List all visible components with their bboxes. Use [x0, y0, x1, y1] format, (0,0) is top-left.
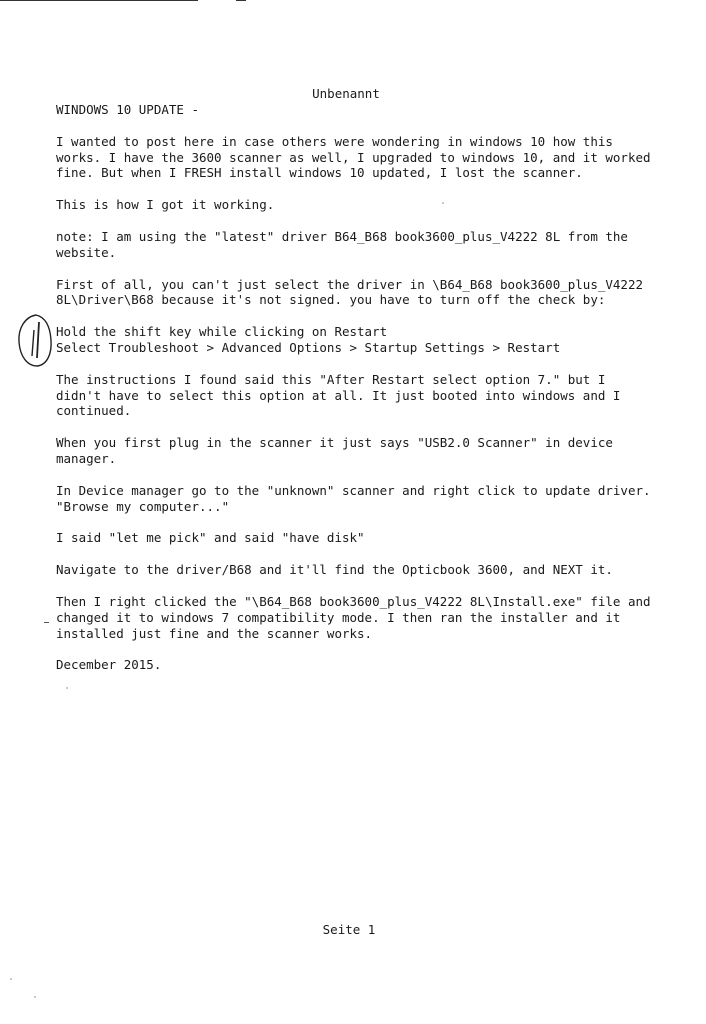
- paragraph-restart-steps: Hold the shift key while clicking on Restart Select Troubleshoot > Advanced Options > Startup Settings > Restart: [56, 324, 561, 355]
- scan-speck: [442, 202, 444, 204]
- paragraph-intro: I wanted to post here in case others were wondering in windows 10 how this works. I have the 3600 scanner as well, I upgraded to windows 10, and it worked fine. But when I FRESH install windows 10 updated, I lost the scanner.: [56, 133, 651, 181]
- paragraph-heading: WINDOWS 10 UPDATE -: [56, 102, 199, 117]
- paragraph-plug-in: When you first plug in the scanner it just says "USB2.0 Scanner" in device manager.: [56, 435, 613, 466]
- page-title: Unbenannt: [312, 86, 380, 101]
- paragraph-date: December 2015.: [56, 657, 162, 673]
- paragraph-note: note: I am using the "latest" driver B64_B68 book3600_plus_V4222 8L from the website.: [56, 228, 628, 260]
- paragraph-first-of-all: First of all, you can't just select the driver in \B64_B68 book3600_plus_V4222 8L\Driver\B68 because it's not signed. you have to turn off the check by:: [56, 276, 643, 308]
- paragraph-compatibility: Then I right clicked the "\B64_B68 book3600_plus_V4222 8L\Install.exe" file and changed it to windows 7 compatibility mode. I then ran the installer and it installed just fine and the scanner works.: [56, 593, 651, 641]
- scan-speck: [34, 996, 36, 998]
- document-body: [56, 102, 656, 689]
- scan-speck: [44, 622, 49, 623]
- paragraph-navigate: Navigate to the driver/B68 and it'll find the Opticbook 3600, and NEXT it.: [56, 562, 613, 578]
- scan-edge-dash: [236, 0, 246, 1]
- scan-speck: [66, 687, 68, 689]
- paragraph-have-disk: I said "let me pick" and said "have disk": [56, 530, 365, 546]
- paragraph-device-manager: In Device manager go to the "unknown" scanner and right click to update driver. "Browse my computer...": [56, 482, 651, 514]
- scan-edge-line: [0, 0, 198, 1]
- paragraph-how-working: This is how I got it working.: [56, 197, 275, 213]
- handwritten-circled-one-icon: [15, 312, 55, 370]
- scan-speck: [10, 978, 12, 980]
- paragraph-instructions: The instructions I found said this "After Restart select option 7." but I didn't have to select this option at all. It just booted into windows and I continued.: [56, 371, 621, 419]
- page-footer: Seite 1: [322, 922, 376, 937]
